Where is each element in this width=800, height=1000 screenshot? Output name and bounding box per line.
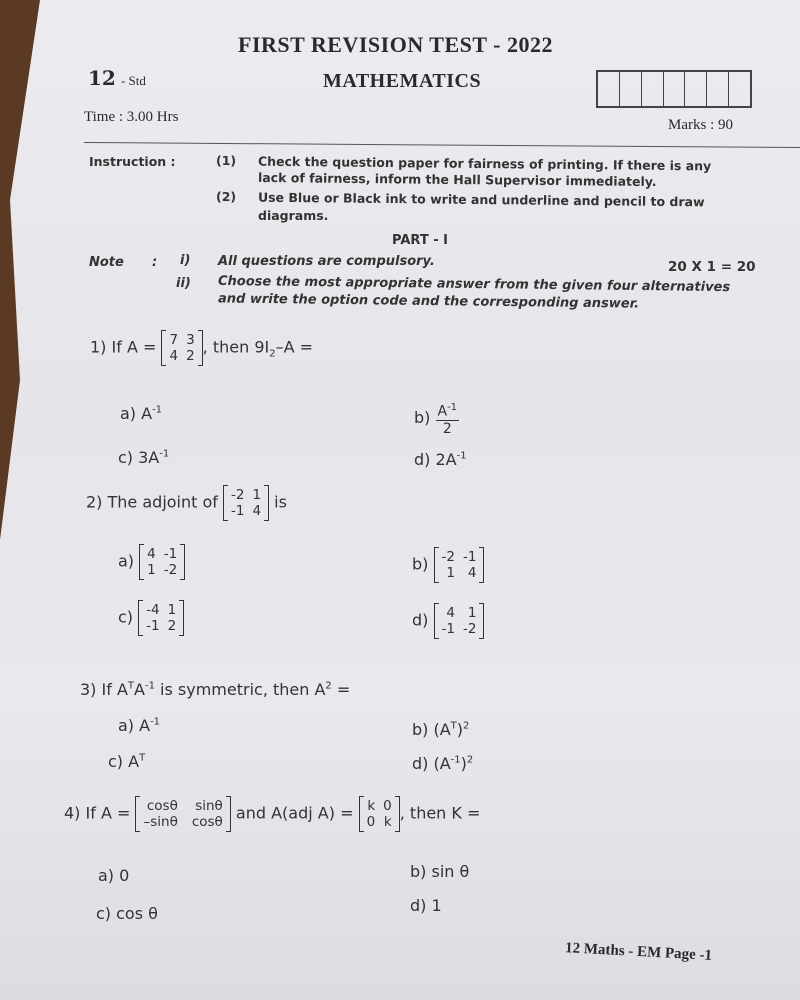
superscript: 2 bbox=[466, 754, 474, 766]
question-text: = bbox=[331, 680, 351, 699]
question-number: 4) bbox=[64, 803, 81, 823]
matrix-cell: 4 bbox=[252, 503, 262, 519]
q3-option-d bbox=[412, 754, 473, 773]
subscript: 2 bbox=[269, 348, 276, 360]
q2-option-a bbox=[118, 544, 185, 580]
matrix-a bbox=[161, 330, 202, 366]
superscript: -1 bbox=[450, 754, 461, 766]
superscript: T bbox=[450, 720, 457, 732]
time-allowed: Time : 3.00 Hrs bbox=[84, 109, 179, 125]
matrix-bracket-right bbox=[226, 796, 231, 832]
superscript: -1 bbox=[144, 680, 155, 692]
register-number-boxes bbox=[596, 70, 752, 108]
matrix-cell: 1 bbox=[446, 565, 455, 581]
superscript: T bbox=[127, 680, 135, 692]
q3-option-a bbox=[118, 716, 160, 735]
matrix-cell: -1 bbox=[462, 549, 477, 565]
superscript: -1 bbox=[150, 716, 161, 728]
register-box bbox=[685, 72, 707, 106]
matrix-cell: -2 bbox=[231, 487, 245, 503]
matrix bbox=[139, 544, 185, 580]
question-text: –A = bbox=[275, 337, 314, 357]
question-number: 1) bbox=[90, 337, 107, 357]
superscript: T bbox=[139, 752, 146, 764]
subject-title: MATHEMATICS bbox=[323, 70, 482, 92]
question-text: , then 9I bbox=[202, 337, 270, 357]
matrix-cell: 1 bbox=[252, 487, 262, 503]
question-text: is bbox=[274, 492, 287, 512]
question-4 bbox=[64, 796, 480, 832]
matrix bbox=[434, 547, 485, 583]
superscript: 2 bbox=[325, 680, 332, 692]
fraction-denominator: 2 bbox=[442, 420, 452, 437]
option-label: d) bbox=[412, 610, 429, 630]
register-box bbox=[664, 72, 686, 106]
matrix-cell: -4 bbox=[146, 602, 160, 618]
question-text: A bbox=[134, 680, 145, 699]
q3-option-b bbox=[412, 720, 469, 739]
q3-option-c bbox=[108, 752, 145, 771]
question-text: The adjoint of bbox=[107, 492, 218, 512]
matrix-cell: 4 bbox=[147, 546, 156, 562]
matrix-cell: -1 bbox=[231, 503, 245, 519]
question-text: If A = bbox=[111, 337, 157, 357]
matrix-cell: -1 bbox=[146, 618, 160, 634]
matrix bbox=[434, 603, 485, 639]
matrix-cell: 4 bbox=[446, 605, 455, 621]
matrix bbox=[138, 600, 184, 636]
option-text: ) bbox=[460, 754, 467, 773]
matrix-cell: 7 bbox=[169, 332, 179, 348]
superscript: 2 bbox=[463, 720, 470, 732]
matrix-cell: k bbox=[367, 798, 376, 814]
q2-option-d bbox=[412, 603, 484, 639]
standard-label: - Std bbox=[120, 73, 146, 88]
matrix-cell: 4 bbox=[467, 565, 477, 581]
matrix-cell: cosθ bbox=[191, 814, 223, 830]
q1-option-a bbox=[120, 404, 162, 423]
fraction bbox=[436, 400, 460, 437]
q2-option-b bbox=[412, 547, 484, 583]
option-text: d) 2A bbox=[414, 450, 457, 469]
matrix-cell: 1 bbox=[467, 605, 477, 621]
standard-number: 12 bbox=[88, 66, 116, 90]
part-marks: 20 X 1 = 20 bbox=[668, 259, 756, 275]
note-label: Note bbox=[89, 255, 124, 270]
matrix-cell: 1 bbox=[147, 562, 156, 578]
instruction-text-2b: diagrams. bbox=[258, 208, 329, 223]
matrix-cell: 1 bbox=[167, 602, 177, 618]
matrix-cell: -1 bbox=[163, 546, 178, 562]
superscript: -1 bbox=[447, 402, 458, 413]
matrix-cell: 2 bbox=[167, 618, 177, 634]
matrix-cell: 0 bbox=[366, 814, 376, 830]
instruction-text-1a: Check the question paper for fairness of printing. If there is any bbox=[257, 153, 712, 174]
instruction-text-2a: Use Blue or Black ink to write and underline and pencil to draw bbox=[257, 189, 705, 210]
q1-option-d bbox=[414, 450, 467, 469]
matrix-cell: 2 bbox=[186, 348, 195, 364]
q4-option-d: d) 1 bbox=[410, 896, 442, 915]
q2-option-c bbox=[118, 600, 184, 636]
page-footer: 12 Maths - EM Page -1 bbox=[564, 940, 713, 964]
option-label: b) bbox=[412, 554, 429, 574]
instruction-num-2: (2) bbox=[216, 189, 237, 204]
register-box bbox=[707, 72, 729, 106]
matrix-bracket-right bbox=[479, 547, 484, 583]
matrix-bracket-right bbox=[479, 603, 484, 639]
note-text-2b: and write the option code and the corresponding answer. bbox=[217, 291, 640, 312]
standard bbox=[88, 66, 146, 90]
question-3 bbox=[80, 680, 350, 699]
option-label: c) bbox=[118, 607, 134, 627]
note-num-1: i) bbox=[180, 253, 191, 268]
question-text: , then K = bbox=[399, 803, 481, 823]
matrix-cell: cosθ bbox=[146, 798, 178, 814]
q4-option-c: c) cos θ bbox=[96, 904, 158, 923]
question-text: is symmetric, then A bbox=[154, 680, 326, 699]
superscript: -1 bbox=[456, 450, 467, 462]
option-text: ) bbox=[456, 720, 464, 739]
question-1 bbox=[90, 330, 313, 366]
matrix bbox=[223, 485, 269, 521]
matrix-cell: -2 bbox=[462, 621, 477, 637]
matrix-bracket-right bbox=[179, 600, 184, 636]
question-number: 2) bbox=[86, 492, 103, 512]
q4-option-b: b) sin θ bbox=[410, 862, 470, 881]
matrix-bracket-right bbox=[180, 544, 185, 580]
question-text: and A(adj A) = bbox=[235, 803, 354, 823]
max-marks: Marks : 90 bbox=[668, 117, 733, 133]
question-text: If A = bbox=[85, 803, 131, 823]
option-text: b) (A bbox=[412, 720, 451, 739]
option-text: a) A bbox=[120, 404, 153, 423]
exam-title: FIRST REVISION TEST - 2022 bbox=[238, 32, 553, 57]
option-text: a) A bbox=[118, 716, 151, 735]
fraction-numerator: A bbox=[437, 403, 448, 420]
note-text-1: All questions are compulsory. bbox=[218, 254, 435, 269]
superscript: -1 bbox=[152, 404, 163, 416]
instruction-num-1: (1) bbox=[216, 153, 237, 168]
matrix-a bbox=[135, 796, 230, 832]
matrix-cell: 0 bbox=[383, 798, 392, 814]
instruction-label: Instruction : bbox=[89, 154, 176, 169]
register-box bbox=[729, 72, 750, 106]
option-label: b) bbox=[414, 407, 431, 427]
note-num-2: ii) bbox=[176, 276, 191, 291]
register-box bbox=[598, 72, 620, 106]
question-number: 3) bbox=[80, 680, 97, 699]
q4-option-a: a) 0 bbox=[98, 866, 130, 885]
option-text: d) (A bbox=[412, 754, 451, 773]
note-text-2a: Choose the most appropriate answer from the given four alternatives bbox=[217, 273, 731, 296]
matrix-cell: 4 bbox=[169, 348, 179, 364]
matrix-cell: –sinθ bbox=[143, 814, 178, 830]
question-text: If A bbox=[101, 680, 128, 699]
instruction-text-1b: lack of fairness, inform the Hall Supervisor immediately. bbox=[257, 169, 657, 190]
option-text: c) 3A bbox=[118, 448, 160, 467]
register-box bbox=[620, 72, 642, 106]
matrix-bracket-right bbox=[264, 485, 269, 521]
register-box bbox=[642, 72, 664, 106]
part-heading: PART - I bbox=[392, 233, 448, 248]
matrix-kI bbox=[359, 796, 400, 832]
matrix-cell: -2 bbox=[441, 549, 455, 565]
matrix-cell: sinθ bbox=[195, 798, 223, 814]
matrix-cell: 3 bbox=[186, 332, 195, 348]
matrix-cell: k bbox=[383, 814, 392, 830]
option-label: a) bbox=[118, 551, 135, 571]
q1-option-c bbox=[118, 448, 169, 467]
question-2 bbox=[86, 485, 287, 521]
superscript: -1 bbox=[159, 448, 170, 460]
matrix-cell: -2 bbox=[163, 562, 178, 578]
note-colon: : bbox=[152, 255, 158, 270]
option-text: c) A bbox=[108, 752, 140, 771]
q1-option-b bbox=[414, 400, 459, 437]
matrix-cell: -1 bbox=[441, 621, 455, 637]
